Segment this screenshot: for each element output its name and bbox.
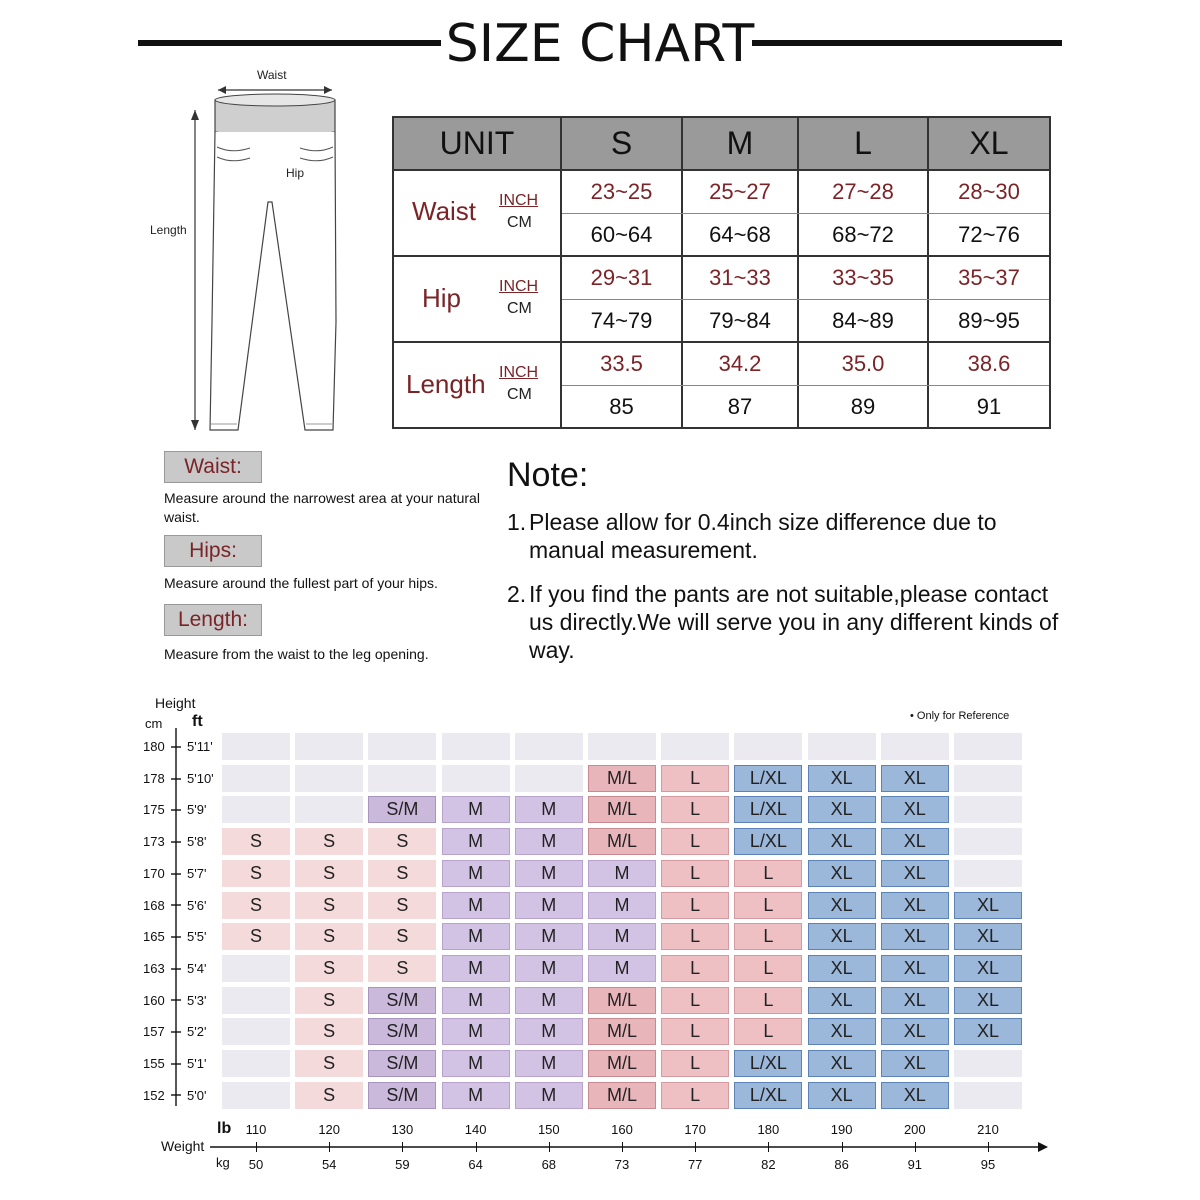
weight-lb-label: 210 — [977, 1122, 999, 1137]
weight-tick — [329, 1142, 330, 1152]
size-cell: L — [734, 955, 802, 982]
size-cell: S/M — [368, 1018, 436, 1045]
size-cell: M — [515, 955, 583, 982]
size-cell: S — [295, 923, 363, 950]
row-label-waist: Waist — [412, 196, 477, 226]
size-cell: M — [515, 828, 583, 855]
size-cell: S — [295, 828, 363, 855]
size-cell: L — [661, 955, 729, 982]
size-cell — [222, 765, 290, 792]
height-cm-label: 160 — [143, 992, 165, 1008]
table-header-size: M — [683, 118, 799, 169]
size-cell: M — [515, 796, 583, 823]
hip-inch-cell: 29~31 — [590, 265, 653, 290]
size-cell — [808, 733, 876, 760]
page-title: SIZE CHART — [445, 14, 755, 74]
size-cell: S — [222, 892, 290, 919]
length-inch-cell: 33.5 — [600, 351, 643, 376]
height-ft-label: 5'10' — [187, 770, 214, 786]
size-cell — [954, 1082, 1022, 1109]
size-cell — [222, 1018, 290, 1045]
weight-axis-label: Weight — [161, 1138, 205, 1154]
size-cell: S — [295, 892, 363, 919]
size-cell: M — [515, 923, 583, 950]
size-cell: XL — [881, 955, 949, 982]
size-cell: S — [368, 892, 436, 919]
measure-tag-waist: Waist: — [164, 451, 262, 483]
weight-kg-label: 86 — [834, 1157, 849, 1172]
size-cell: S — [295, 955, 363, 982]
size-cell: L — [661, 892, 729, 919]
reference-note: • Only for Reference — [910, 710, 1010, 722]
size-cell — [734, 733, 802, 760]
size-cell: M — [442, 1050, 510, 1077]
size-cell: L/XL — [734, 828, 802, 855]
hip-cm-cell: 74~79 — [590, 307, 653, 333]
measure-tag-hips: Hips: — [164, 535, 262, 567]
size-cell: XL — [808, 1018, 876, 1045]
size-cell: S — [295, 1018, 363, 1045]
waist-inch-cell: 25~27 — [709, 179, 771, 204]
length-inch-cell: 38.6 — [967, 351, 1011, 376]
weight-kg-label: 54 — [321, 1157, 337, 1172]
kg-unit-label: kg — [216, 1155, 230, 1170]
height-ft-label: 5'2' — [187, 1024, 207, 1040]
weight-lb-label: 200 — [903, 1122, 926, 1137]
size-cell: L/XL — [734, 796, 802, 823]
size-cell: L — [734, 860, 802, 887]
size-cell: XL — [881, 1050, 949, 1077]
row-label-length: Length — [406, 369, 486, 399]
size-cell: M/L — [588, 765, 656, 792]
height-cm-label: 175 — [143, 802, 165, 818]
weight-kg-label: 64 — [468, 1157, 483, 1172]
diagram-hip-label: Hip — [286, 166, 305, 180]
hip-inch-cell: 35~37 — [958, 265, 1020, 290]
size-cell: M — [588, 860, 656, 887]
size-cell: XL — [808, 1050, 876, 1077]
height-cm-label: 165 — [143, 929, 165, 945]
table-header-unit: UNIT — [394, 118, 562, 169]
weight-lb-label: 120 — [318, 1122, 341, 1137]
size-cell: L — [661, 1082, 729, 1109]
size-cell: XL — [881, 796, 949, 823]
height-cm-label: 178 — [143, 770, 165, 786]
size-cell — [368, 733, 436, 760]
size-cell: M/L — [588, 828, 656, 855]
weight-lb-label: 190 — [830, 1122, 853, 1137]
note-item-2 — [507, 580, 1067, 664]
height-ft-label: 5'6' — [187, 897, 207, 913]
weight-axis — [210, 1140, 1050, 1156]
size-cell: M — [515, 1082, 583, 1109]
weight-tick — [988, 1142, 989, 1152]
length-inch-cell: 35.0 — [841, 351, 885, 376]
measure-desc-length: Measure from the waist to the leg opening. — [164, 646, 429, 662]
size-cell: L — [661, 1050, 729, 1077]
size-cell: M — [442, 1018, 510, 1045]
unit-cm: CM — [507, 300, 532, 317]
note-number: 2. — [507, 581, 527, 607]
size-cell: XL — [881, 1018, 949, 1045]
weight-lb-label: 170 — [684, 1122, 707, 1137]
size-cell: S — [368, 923, 436, 950]
unit-cm: CM — [507, 386, 532, 403]
size-cell: XL — [808, 892, 876, 919]
cm-unit-label: cm — [145, 716, 163, 731]
size-cell: S — [295, 987, 363, 1014]
height-ft-label: 5'1' — [187, 1056, 207, 1071]
size-cell: M/L — [588, 1018, 656, 1045]
size-cell: M — [588, 955, 656, 982]
height-cm-label: 163 — [143, 960, 165, 976]
size-cell: XL — [881, 765, 949, 792]
size-cell: XL — [808, 987, 876, 1014]
size-cell: L — [661, 987, 729, 1014]
size-cell: L — [734, 923, 802, 950]
waist-inch-cell: 28~30 — [958, 179, 1020, 204]
size-cell — [661, 733, 729, 760]
weight-lb-label: 110 — [245, 1122, 267, 1137]
weight-lb-label: 130 — [391, 1122, 414, 1137]
size-cell: XL — [881, 860, 949, 887]
note-text: If you find the pants are not suitable,please contact us directly.We will serve you in any different kinds of way. — [529, 581, 1059, 663]
unit-inch: INCH — [499, 192, 539, 209]
weight-kg-label: 95 — [980, 1157, 996, 1172]
size-cell — [954, 1050, 1022, 1077]
note-text: Please allow for 0.4inch size difference due to manual measurement. — [529, 509, 997, 563]
weight-kg-label: 73 — [614, 1157, 630, 1172]
size-cell: M — [442, 796, 510, 823]
measure-tag-length: Length: — [164, 604, 262, 636]
size-cell — [881, 733, 949, 760]
ft-unit-label: ft — [192, 713, 203, 730]
size-cell: XL — [954, 892, 1022, 919]
size-cell — [368, 765, 436, 792]
size-cell — [442, 733, 510, 760]
note-title: Note: — [507, 456, 589, 494]
hip-cm-cell: 84~89 — [832, 307, 894, 333]
height-ft-label: 5'7' — [187, 865, 207, 881]
size-cell: L — [661, 1018, 729, 1045]
size-cell — [222, 733, 290, 760]
height-cm-label: 170 — [143, 865, 165, 881]
size-cell: L — [734, 892, 802, 919]
size-cell: XL — [881, 892, 949, 919]
waist-cm-cell: 64~68 — [709, 221, 771, 247]
size-cell — [222, 1082, 290, 1109]
height-cm-label: 168 — [143, 897, 165, 913]
size-cell: L — [661, 765, 729, 792]
size-cell: L — [661, 860, 729, 887]
table-header-size: L — [799, 118, 929, 169]
length-cm-cell: 91 — [976, 393, 1002, 419]
size-cell: XL — [808, 923, 876, 950]
size-cell: M — [588, 923, 656, 950]
size-cell: L/XL — [734, 765, 802, 792]
size-cell: M — [442, 955, 510, 982]
size-cell — [588, 733, 656, 760]
size-cell: L/XL — [734, 1082, 802, 1109]
size-cell: XL — [808, 1082, 876, 1109]
size-cell: S/M — [368, 1050, 436, 1077]
size-cell: XL — [808, 765, 876, 792]
size-cell — [954, 860, 1022, 887]
height-ft-label: 5'9' — [187, 802, 207, 818]
weight-tick — [549, 1142, 550, 1152]
size-cell — [295, 733, 363, 760]
waist-cm-cell: 60~64 — [590, 221, 653, 247]
size-cell: S — [295, 1050, 363, 1077]
waist-cm-cell: 68~72 — [832, 221, 894, 247]
diagram-length-label: Length — [150, 223, 187, 237]
lb-unit-label: lb — [217, 1120, 232, 1137]
weight-lb-label: 140 — [464, 1122, 487, 1137]
size-cell: S — [222, 828, 290, 855]
size-cell: XL — [881, 987, 949, 1014]
size-cell: M — [515, 892, 583, 919]
size-cell: S/M — [368, 796, 436, 823]
size-cell: M/L — [588, 987, 656, 1014]
weight-kg-label: 91 — [907, 1157, 923, 1172]
size-cell — [222, 955, 290, 982]
size-cell: S — [222, 923, 290, 950]
height-ft-label: 5'0' — [187, 1087, 207, 1103]
height-ft-label: 5'3' — [187, 992, 207, 1008]
weight-kg-label: 68 — [541, 1157, 557, 1172]
size-cell: M — [588, 892, 656, 919]
size-cell — [515, 765, 583, 792]
height-cm-label: 180 — [143, 739, 165, 754]
hip-inch-cell: 31~33 — [709, 265, 771, 290]
size-cell: S — [295, 860, 363, 887]
size-cell: L/XL — [734, 1050, 802, 1077]
height-cm-label: 152 — [143, 1087, 165, 1103]
size-cell: L — [661, 796, 729, 823]
size-cell: XL — [808, 796, 876, 823]
weight-tick — [695, 1142, 696, 1152]
size-cell: M — [515, 1050, 583, 1077]
size-cell: M — [442, 923, 510, 950]
size-cell: XL — [881, 1082, 949, 1109]
unit-inch: INCH — [499, 278, 539, 295]
size-cell: L — [734, 1018, 802, 1045]
weight-tick — [842, 1142, 843, 1152]
weight-lb-label: 180 — [757, 1122, 780, 1137]
height-cm-label: 155 — [143, 1056, 165, 1071]
weight-kg-label: 59 — [395, 1157, 410, 1172]
size-cell — [295, 796, 363, 823]
size-cell: M — [442, 828, 510, 855]
size-cell: L — [734, 987, 802, 1014]
length-inch-cell: 34.2 — [718, 351, 762, 376]
size-cell: S — [295, 1082, 363, 1109]
size-cell — [222, 796, 290, 823]
size-cell: XL — [808, 955, 876, 982]
size-cell: XL — [881, 923, 949, 950]
size-cell: M — [515, 987, 583, 1014]
pants-diagram — [140, 62, 360, 442]
size-cell: M/L — [588, 796, 656, 823]
height-ft-label: 5'8' — [187, 834, 207, 850]
size-table — [392, 116, 1051, 429]
size-cell: M — [442, 892, 510, 919]
size-cell: XL — [954, 1018, 1022, 1045]
size-cell: S — [222, 860, 290, 887]
size-cell: S — [368, 955, 436, 982]
weight-tick — [915, 1142, 916, 1152]
measure-desc-hips: Measure around the fullest part of your hips. — [164, 575, 438, 591]
size-cell — [954, 796, 1022, 823]
hip-cm-cell: 89~95 — [958, 307, 1020, 333]
row-label-hip: Hip — [422, 283, 462, 313]
height-ft-label: 5'11' — [187, 739, 213, 754]
table-header-size: XL — [929, 118, 1049, 169]
size-cell: S/M — [368, 987, 436, 1014]
size-cell: M — [442, 1082, 510, 1109]
size-cell: XL — [808, 828, 876, 855]
unit-cm: CM — [507, 214, 532, 231]
size-cell: S — [368, 860, 436, 887]
weight-tick — [256, 1142, 257, 1152]
length-cm-cell: 85 — [609, 393, 634, 419]
size-cell: M — [442, 860, 510, 887]
height-ft-label: 5'4' — [187, 960, 207, 976]
unit-inch: INCH — [499, 364, 539, 381]
size-cell: XL — [954, 955, 1022, 982]
size-cell: M — [515, 1018, 583, 1045]
table-header-size: S — [562, 118, 683, 169]
weight-lb-label: 160 — [611, 1122, 633, 1137]
hip-cm-cell: 79~84 — [709, 307, 771, 333]
size-cell — [222, 1050, 290, 1077]
size-cell — [954, 765, 1022, 792]
weight-lb-label: 150 — [537, 1122, 560, 1137]
weight-tick — [402, 1142, 403, 1152]
diagram-waist-label: Waist — [257, 68, 287, 82]
waist-inch-cell: 23~25 — [590, 179, 653, 204]
size-cell — [295, 765, 363, 792]
weight-kg-label: 77 — [687, 1157, 703, 1172]
weight-tick — [476, 1142, 477, 1152]
size-cell — [222, 987, 290, 1014]
size-cell: M — [442, 987, 510, 1014]
size-cell: M — [515, 860, 583, 887]
weight-kg-label: 82 — [761, 1157, 776, 1172]
size-cell — [515, 733, 583, 760]
size-cell: M/L — [588, 1050, 656, 1077]
waist-cm-cell: 72~76 — [958, 221, 1020, 247]
note-item-1 — [507, 508, 1067, 564]
size-cell: XL — [881, 828, 949, 855]
height-ft-label: 5'5' — [187, 929, 207, 945]
size-cell — [442, 765, 510, 792]
size-cell: XL — [954, 987, 1022, 1014]
length-cm-cell: 87 — [727, 393, 753, 419]
weight-kg-label: 50 — [248, 1157, 264, 1172]
size-cell: L — [661, 828, 729, 855]
height-cm-label: 173 — [143, 834, 165, 850]
waist-inch-cell: 27~28 — [832, 179, 894, 204]
size-cell: S/M — [368, 1082, 436, 1109]
size-cell — [954, 828, 1022, 855]
hip-inch-cell: 33~35 — [832, 265, 894, 290]
measure-desc-waist: Measure around the narrowest area at your natural waist. — [164, 490, 480, 525]
height-cm-label: 157 — [143, 1024, 165, 1040]
length-cm-cell: 89 — [850, 393, 876, 419]
size-cell: M/L — [588, 1082, 656, 1109]
size-cell: L — [661, 923, 729, 950]
height-axis-label: Height — [155, 695, 196, 711]
size-cell — [954, 733, 1022, 760]
weight-tick — [768, 1142, 769, 1152]
note-number: 1. — [507, 509, 527, 535]
size-cell: XL — [954, 923, 1022, 950]
size-cell: S — [368, 828, 436, 855]
height-axis — [170, 728, 182, 1108]
size-cell: XL — [808, 860, 876, 887]
weight-tick — [622, 1142, 623, 1152]
